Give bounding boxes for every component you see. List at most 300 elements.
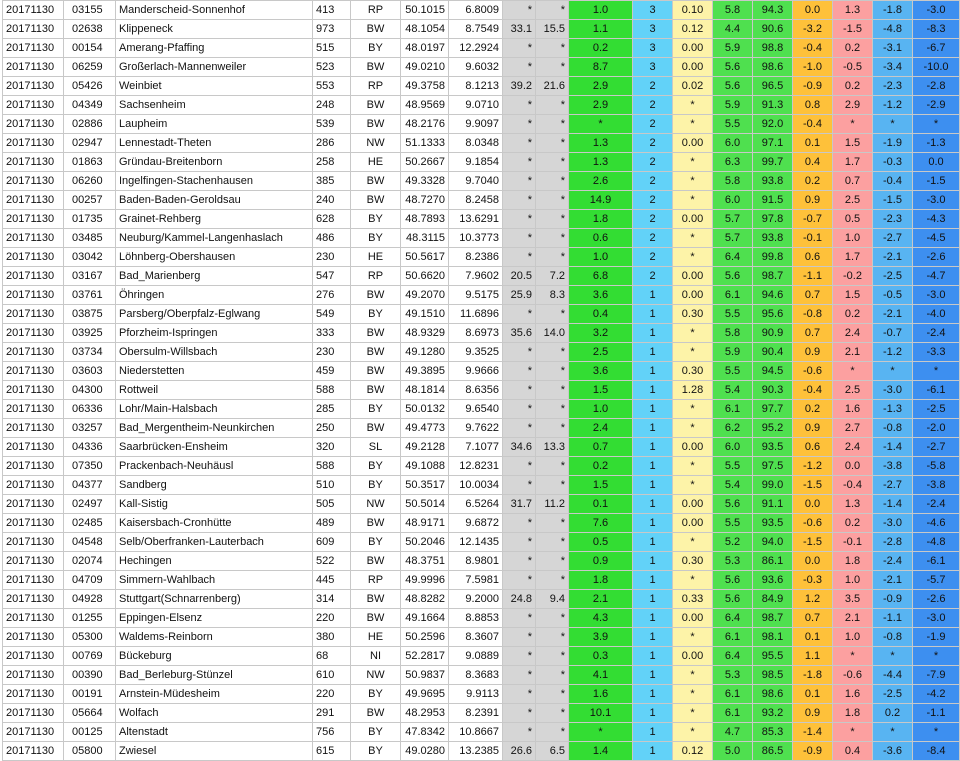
cell-value-a: 5.4 — [713, 381, 753, 400]
cell-latitude: 50.5014 — [401, 495, 449, 514]
table-row[interactable] — [3, 685, 960, 704]
table-row[interactable] — [3, 666, 960, 685]
cell-precip: 1.3 — [569, 153, 633, 172]
cell-humidity: 86.1 — [753, 552, 793, 571]
table-row[interactable] — [3, 457, 960, 476]
cell-temp-mean: 1.2 — [793, 590, 833, 609]
cell-temp-max: 1.3 — [833, 495, 873, 514]
cell-temp-mean: 0.4 — [793, 153, 833, 172]
cell-temp-min: -1.4 — [873, 495, 913, 514]
table-row[interactable] — [3, 286, 960, 305]
table-row[interactable] — [3, 552, 960, 571]
cell-precip: 0.7 — [569, 438, 633, 457]
cell-mean-wind: * — [536, 58, 569, 77]
cell-humidity: 99.8 — [753, 248, 793, 267]
cell-value-a: 5.6 — [713, 571, 753, 590]
cell-station-name: Waldems-Reinborn — [116, 628, 313, 647]
cell-rank: 1 — [633, 438, 673, 457]
cell-longitude: 10.0034 — [449, 476, 503, 495]
cell-precip: 2.9 — [569, 77, 633, 96]
cell-altitude: 610 — [313, 666, 351, 685]
cell-temp-min: -3.0 — [873, 514, 913, 533]
cell-date: 20171130 — [3, 305, 64, 324]
cell-latitude: 49.1280 — [401, 343, 449, 362]
cell-rain-rate: * — [673, 723, 713, 742]
table-row[interactable] — [3, 267, 960, 286]
cell-temp-max: * — [833, 647, 873, 666]
table-row[interactable] — [3, 77, 960, 96]
cell-station-id: 05800 — [64, 742, 116, 761]
cell-value-a: 5.6 — [713, 590, 753, 609]
cell-rain-rate: * — [673, 419, 713, 438]
cell-altitude: 973 — [313, 20, 351, 39]
cell-longitude: 9.6540 — [449, 400, 503, 419]
cell-temp-max: -1.5 — [833, 20, 873, 39]
cell-longitude: 9.9097 — [449, 115, 503, 134]
cell-temp-mean: 0.7 — [793, 286, 833, 305]
cell-longitude: 11.6896 — [449, 305, 503, 324]
table-row[interactable] — [3, 723, 960, 742]
cell-mean-wind: 14.0 — [536, 324, 569, 343]
cell-temp-mean: 0.0 — [793, 552, 833, 571]
cell-station-name: Bad_Mergentheim-Neunkirchen — [116, 419, 313, 438]
cell-longitude: 9.9113 — [449, 685, 503, 704]
cell-latitude: 49.9695 — [401, 685, 449, 704]
cell-humidity: 97.8 — [753, 210, 793, 229]
cell-max-gust: * — [503, 134, 536, 153]
table-row[interactable] — [3, 229, 960, 248]
cell-temp-mean: 0.9 — [793, 343, 833, 362]
cell-latitude: 48.1814 — [401, 381, 449, 400]
cell-humidity: 98.5 — [753, 666, 793, 685]
cell-value-a: 6.1 — [713, 628, 753, 647]
cell-precip: 1.0 — [569, 400, 633, 419]
table-row[interactable] — [3, 115, 960, 134]
cell-temp-mean: -0.4 — [793, 381, 833, 400]
cell-rank: 2 — [633, 96, 673, 115]
cell-station-name: Manderscheid-Sonnenhof — [116, 1, 313, 20]
cell-rain-rate: 0.00 — [673, 609, 713, 628]
cell-rain-rate: 0.30 — [673, 305, 713, 324]
cell-max-gust: 25.9 — [503, 286, 536, 305]
cell-humidity: 91.5 — [753, 191, 793, 210]
cell-date: 20171130 — [3, 742, 64, 761]
cell-temp-ground: * — [913, 723, 960, 742]
cell-temp-mean: -1.5 — [793, 476, 833, 495]
cell-station-id: 02947 — [64, 134, 116, 153]
cell-rank: 2 — [633, 248, 673, 267]
cell-temp-min: -2.7 — [873, 476, 913, 495]
cell-temp-min: -0.5 — [873, 286, 913, 305]
cell-precip: 0.6 — [569, 229, 633, 248]
cell-precip: 3.6 — [569, 286, 633, 305]
cell-altitude: 609 — [313, 533, 351, 552]
table-row[interactable] — [3, 400, 960, 419]
cell-state: BW — [351, 286, 401, 305]
cell-state: SL — [351, 438, 401, 457]
cell-precip: * — [569, 723, 633, 742]
cell-date: 20171130 — [3, 723, 64, 742]
table-row[interactable] — [3, 533, 960, 552]
cell-max-gust: * — [503, 362, 536, 381]
cell-rain-rate: * — [673, 324, 713, 343]
cell-altitude: 333 — [313, 324, 351, 343]
cell-value-a: 5.9 — [713, 96, 753, 115]
cell-max-gust: 26.6 — [503, 742, 536, 761]
cell-station-name: Neuburg/Kammel-Langenhaslach — [116, 229, 313, 248]
cell-longitude: 8.2458 — [449, 191, 503, 210]
table-row[interactable] — [3, 20, 960, 39]
cell-temp-ground: -6.1 — [913, 552, 960, 571]
cell-rain-rate: * — [673, 685, 713, 704]
cell-mean-wind: * — [536, 419, 569, 438]
cell-temp-max: 2.7 — [833, 419, 873, 438]
cell-temp-min: * — [873, 115, 913, 134]
cell-rain-rate: * — [673, 172, 713, 191]
cell-humidity: 99.0 — [753, 476, 793, 495]
cell-station-id: 00769 — [64, 647, 116, 666]
cell-latitude: 48.0197 — [401, 39, 449, 58]
table-row[interactable] — [3, 704, 960, 723]
cell-longitude: 9.6032 — [449, 58, 503, 77]
cell-station-id: 01863 — [64, 153, 116, 172]
cell-station-id: 06260 — [64, 172, 116, 191]
cell-date: 20171130 — [3, 229, 64, 248]
cell-state: HE — [351, 628, 401, 647]
cell-date: 20171130 — [3, 210, 64, 229]
cell-station-id: 02497 — [64, 495, 116, 514]
cell-mean-wind: * — [536, 628, 569, 647]
cell-rank: 2 — [633, 210, 673, 229]
cell-humidity: 98.8 — [753, 39, 793, 58]
cell-state: BW — [351, 172, 401, 191]
cell-date: 20171130 — [3, 685, 64, 704]
cell-rank: 1 — [633, 533, 673, 552]
cell-humidity: 91.1 — [753, 495, 793, 514]
table-row[interactable] — [3, 742, 960, 761]
cell-value-a: 4.7 — [713, 723, 753, 742]
cell-precip: 0.3 — [569, 647, 633, 666]
cell-precip: 2.6 — [569, 172, 633, 191]
cell-date: 20171130 — [3, 609, 64, 628]
cell-state: BY — [351, 723, 401, 742]
cell-temp-max: 1.8 — [833, 704, 873, 723]
cell-altitude: 539 — [313, 115, 351, 134]
table-row[interactable] — [3, 1, 960, 20]
cell-altitude: 276 — [313, 286, 351, 305]
cell-max-gust: * — [503, 39, 536, 58]
cell-date: 20171130 — [3, 1, 64, 20]
cell-rank: 2 — [633, 191, 673, 210]
cell-max-gust: * — [503, 172, 536, 191]
cell-station-name: Bad_Berleburg-Stünzel — [116, 666, 313, 685]
table-row[interactable] — [3, 305, 960, 324]
cell-precip: 1.1 — [569, 20, 633, 39]
table-row[interactable] — [3, 96, 960, 115]
cell-station-id: 04548 — [64, 533, 116, 552]
cell-temp-max: 1.0 — [833, 628, 873, 647]
cell-temp-max: 2.9 — [833, 96, 873, 115]
table-row[interactable] — [3, 495, 960, 514]
cell-station-name: Bückeburg — [116, 647, 313, 666]
table-row[interactable] — [3, 58, 960, 77]
cell-longitude: 8.3683 — [449, 666, 503, 685]
cell-temp-max: -0.6 — [833, 666, 873, 685]
cell-mean-wind: * — [536, 571, 569, 590]
cell-longitude: 8.1213 — [449, 77, 503, 96]
cell-state: NW — [351, 495, 401, 514]
cell-temp-max: * — [833, 723, 873, 742]
cell-longitude: 6.5264 — [449, 495, 503, 514]
cell-state: RP — [351, 77, 401, 96]
cell-max-gust: * — [503, 400, 536, 419]
cell-temp-ground: -8.4 — [913, 742, 960, 761]
cell-temp-min: -3.6 — [873, 742, 913, 761]
cell-humidity: 98.6 — [753, 58, 793, 77]
table-row[interactable] — [3, 191, 960, 210]
cell-latitude: 48.7893 — [401, 210, 449, 229]
cell-station-name: Gründau-Breitenborn — [116, 153, 313, 172]
cell-date: 20171130 — [3, 20, 64, 39]
table-row[interactable] — [3, 647, 960, 666]
cell-temp-mean: -0.6 — [793, 514, 833, 533]
cell-date: 20171130 — [3, 628, 64, 647]
cell-station-name: Obersulm-Willsbach — [116, 343, 313, 362]
cell-temp-max: 0.2 — [833, 305, 873, 324]
cell-state: BY — [351, 39, 401, 58]
cell-altitude: 553 — [313, 77, 351, 96]
cell-temp-ground: -4.8 — [913, 533, 960, 552]
cell-rank: 1 — [633, 628, 673, 647]
cell-mean-wind: 13.3 — [536, 438, 569, 457]
cell-precip: 0.2 — [569, 457, 633, 476]
cell-station-name: Grainet-Rehberg — [116, 210, 313, 229]
cell-longitude: 9.2000 — [449, 590, 503, 609]
cell-altitude: 489 — [313, 514, 351, 533]
cell-latitude: 48.3115 — [401, 229, 449, 248]
cell-value-a: 6.1 — [713, 704, 753, 723]
cell-humidity: 93.6 — [753, 571, 793, 590]
cell-temp-min: -3.0 — [873, 381, 913, 400]
cell-max-gust: * — [503, 229, 536, 248]
cell-state: BW — [351, 343, 401, 362]
cell-temp-min: * — [873, 723, 913, 742]
cell-precip: 4.3 — [569, 609, 633, 628]
cell-rain-rate: 0.30 — [673, 362, 713, 381]
cell-precip: 0.1 — [569, 495, 633, 514]
cell-rank: 1 — [633, 723, 673, 742]
cell-temp-max: 1.7 — [833, 248, 873, 267]
cell-date: 20171130 — [3, 495, 64, 514]
cell-station-id: 02485 — [64, 514, 116, 533]
cell-rank: 2 — [633, 153, 673, 172]
cell-station-name: Prackenbach-Neuhäusl — [116, 457, 313, 476]
cell-mean-wind: * — [536, 552, 569, 571]
cell-max-gust: * — [503, 571, 536, 590]
cell-latitude: 50.5617 — [401, 248, 449, 267]
cell-temp-max: 2.4 — [833, 438, 873, 457]
cell-station-name: Öhringen — [116, 286, 313, 305]
cell-rain-rate: * — [673, 96, 713, 115]
cell-temp-max: 1.5 — [833, 286, 873, 305]
cell-longitude: 8.6356 — [449, 381, 503, 400]
cell-temp-mean: 0.8 — [793, 96, 833, 115]
cell-station-name: Bad_Marienberg — [116, 267, 313, 286]
cell-longitude: 7.5981 — [449, 571, 503, 590]
cell-rank: 1 — [633, 647, 673, 666]
cell-max-gust: 35.6 — [503, 324, 536, 343]
cell-date: 20171130 — [3, 267, 64, 286]
cell-temp-max: 0.5 — [833, 210, 873, 229]
cell-rain-rate: * — [673, 533, 713, 552]
cell-max-gust: * — [503, 609, 536, 628]
cell-latitude: 49.3758 — [401, 77, 449, 96]
cell-precip: 1.0 — [569, 248, 633, 267]
cell-latitude: 49.3895 — [401, 362, 449, 381]
table-row[interactable] — [3, 514, 960, 533]
cell-date: 20171130 — [3, 362, 64, 381]
cell-temp-ground: -2.4 — [913, 324, 960, 343]
cell-station-name: Eppingen-Elsenz — [116, 609, 313, 628]
cell-rank: 1 — [633, 457, 673, 476]
cell-station-name: Pforzheim-Ispringen — [116, 324, 313, 343]
cell-longitude: 8.7549 — [449, 20, 503, 39]
cell-station-name: Laupheim — [116, 115, 313, 134]
table-row[interactable] — [3, 628, 960, 647]
cell-state: BW — [351, 96, 401, 115]
cell-temp-ground: * — [913, 115, 960, 134]
cell-temp-max: 0.0 — [833, 457, 873, 476]
cell-value-a: 5.6 — [713, 58, 753, 77]
cell-temp-min: -1.5 — [873, 191, 913, 210]
cell-date: 20171130 — [3, 457, 64, 476]
table-row[interactable] — [3, 571, 960, 590]
cell-longitude: 7.9602 — [449, 267, 503, 286]
cell-rain-rate: 0.12 — [673, 20, 713, 39]
table-row[interactable] — [3, 476, 960, 495]
cell-mean-wind: * — [536, 115, 569, 134]
cell-value-a: 5.6 — [713, 495, 753, 514]
cell-max-gust: * — [503, 723, 536, 742]
cell-humidity: 84.9 — [753, 590, 793, 609]
cell-temp-mean: 0.6 — [793, 438, 833, 457]
cell-date: 20171130 — [3, 39, 64, 58]
cell-mean-wind: * — [536, 609, 569, 628]
cell-humidity: 90.4 — [753, 343, 793, 362]
cell-humidity: 94.5 — [753, 362, 793, 381]
cell-state: BW — [351, 362, 401, 381]
cell-date: 20171130 — [3, 552, 64, 571]
weather-station-table — [2, 0, 960, 761]
cell-station-name: Hechingen — [116, 552, 313, 571]
cell-temp-ground: -10.0 — [913, 58, 960, 77]
cell-altitude: 68 — [313, 647, 351, 666]
table-row[interactable] — [3, 153, 960, 172]
cell-temp-ground: -3.0 — [913, 1, 960, 20]
cell-latitude: 50.1015 — [401, 1, 449, 20]
cell-longitude: 13.6291 — [449, 210, 503, 229]
cell-temp-ground: -3.0 — [913, 609, 960, 628]
table-row[interactable] — [3, 324, 960, 343]
cell-temp-max: * — [833, 362, 873, 381]
table-row[interactable] — [3, 210, 960, 229]
cell-altitude: 523 — [313, 58, 351, 77]
cell-temp-max: 0.2 — [833, 39, 873, 58]
cell-rank: 2 — [633, 115, 673, 134]
cell-temp-min: -1.2 — [873, 96, 913, 115]
cell-latitude: 48.9329 — [401, 324, 449, 343]
cell-temp-mean: 0.7 — [793, 324, 833, 343]
table-row[interactable] — [3, 381, 960, 400]
table-row[interactable] — [3, 248, 960, 267]
table-row[interactable] — [3, 590, 960, 609]
cell-latitude: 48.8282 — [401, 590, 449, 609]
table-row[interactable] — [3, 609, 960, 628]
table-row[interactable] — [3, 39, 960, 58]
cell-temp-min: -2.4 — [873, 552, 913, 571]
cell-latitude: 48.3751 — [401, 552, 449, 571]
cell-value-a: 6.3 — [713, 153, 753, 172]
cell-station-name: Sandberg — [116, 476, 313, 495]
cell-rain-rate: 0.00 — [673, 210, 713, 229]
cell-temp-ground: -1.1 — [913, 704, 960, 723]
cell-altitude: 486 — [313, 229, 351, 248]
table-row[interactable] — [3, 419, 960, 438]
cell-humidity: 85.3 — [753, 723, 793, 742]
cell-temp-ground: -5.8 — [913, 457, 960, 476]
table-row[interactable] — [3, 438, 960, 457]
cell-precip: 2.5 — [569, 343, 633, 362]
cell-latitude: 49.4773 — [401, 419, 449, 438]
cell-temp-min: -2.5 — [873, 685, 913, 704]
cell-altitude: 459 — [313, 362, 351, 381]
cell-rain-rate: * — [673, 628, 713, 647]
cell-rank: 2 — [633, 77, 673, 96]
cell-precip: 3.6 — [569, 362, 633, 381]
cell-temp-ground: -4.5 — [913, 229, 960, 248]
table-row[interactable] — [3, 343, 960, 362]
table-row[interactable] — [3, 134, 960, 153]
cell-longitude: 13.2385 — [449, 742, 503, 761]
cell-temp-min: -2.1 — [873, 571, 913, 590]
table-row[interactable] — [3, 172, 960, 191]
cell-station-id: 00125 — [64, 723, 116, 742]
cell-humidity: 97.1 — [753, 134, 793, 153]
cell-humidity: 90.6 — [753, 20, 793, 39]
cell-latitude: 48.2953 — [401, 704, 449, 723]
cell-humidity: 95.6 — [753, 305, 793, 324]
cell-humidity: 93.8 — [753, 229, 793, 248]
cell-rank: 1 — [633, 704, 673, 723]
table-row[interactable] — [3, 362, 960, 381]
cell-max-gust: * — [503, 704, 536, 723]
cell-precip: 0.5 — [569, 533, 633, 552]
cell-humidity: 98.1 — [753, 628, 793, 647]
cell-max-gust: 20.5 — [503, 267, 536, 286]
cell-precip: 0.9 — [569, 552, 633, 571]
cell-station-id: 07350 — [64, 457, 116, 476]
cell-altitude: 615 — [313, 742, 351, 761]
cell-state: RP — [351, 571, 401, 590]
cell-longitude: 12.1435 — [449, 533, 503, 552]
cell-temp-mean: -0.9 — [793, 742, 833, 761]
cell-date: 20171130 — [3, 704, 64, 723]
cell-date: 20171130 — [3, 381, 64, 400]
cell-altitude: 588 — [313, 381, 351, 400]
cell-mean-wind: 6.5 — [536, 742, 569, 761]
cell-station-id: 03761 — [64, 286, 116, 305]
cell-mean-wind: * — [536, 685, 569, 704]
